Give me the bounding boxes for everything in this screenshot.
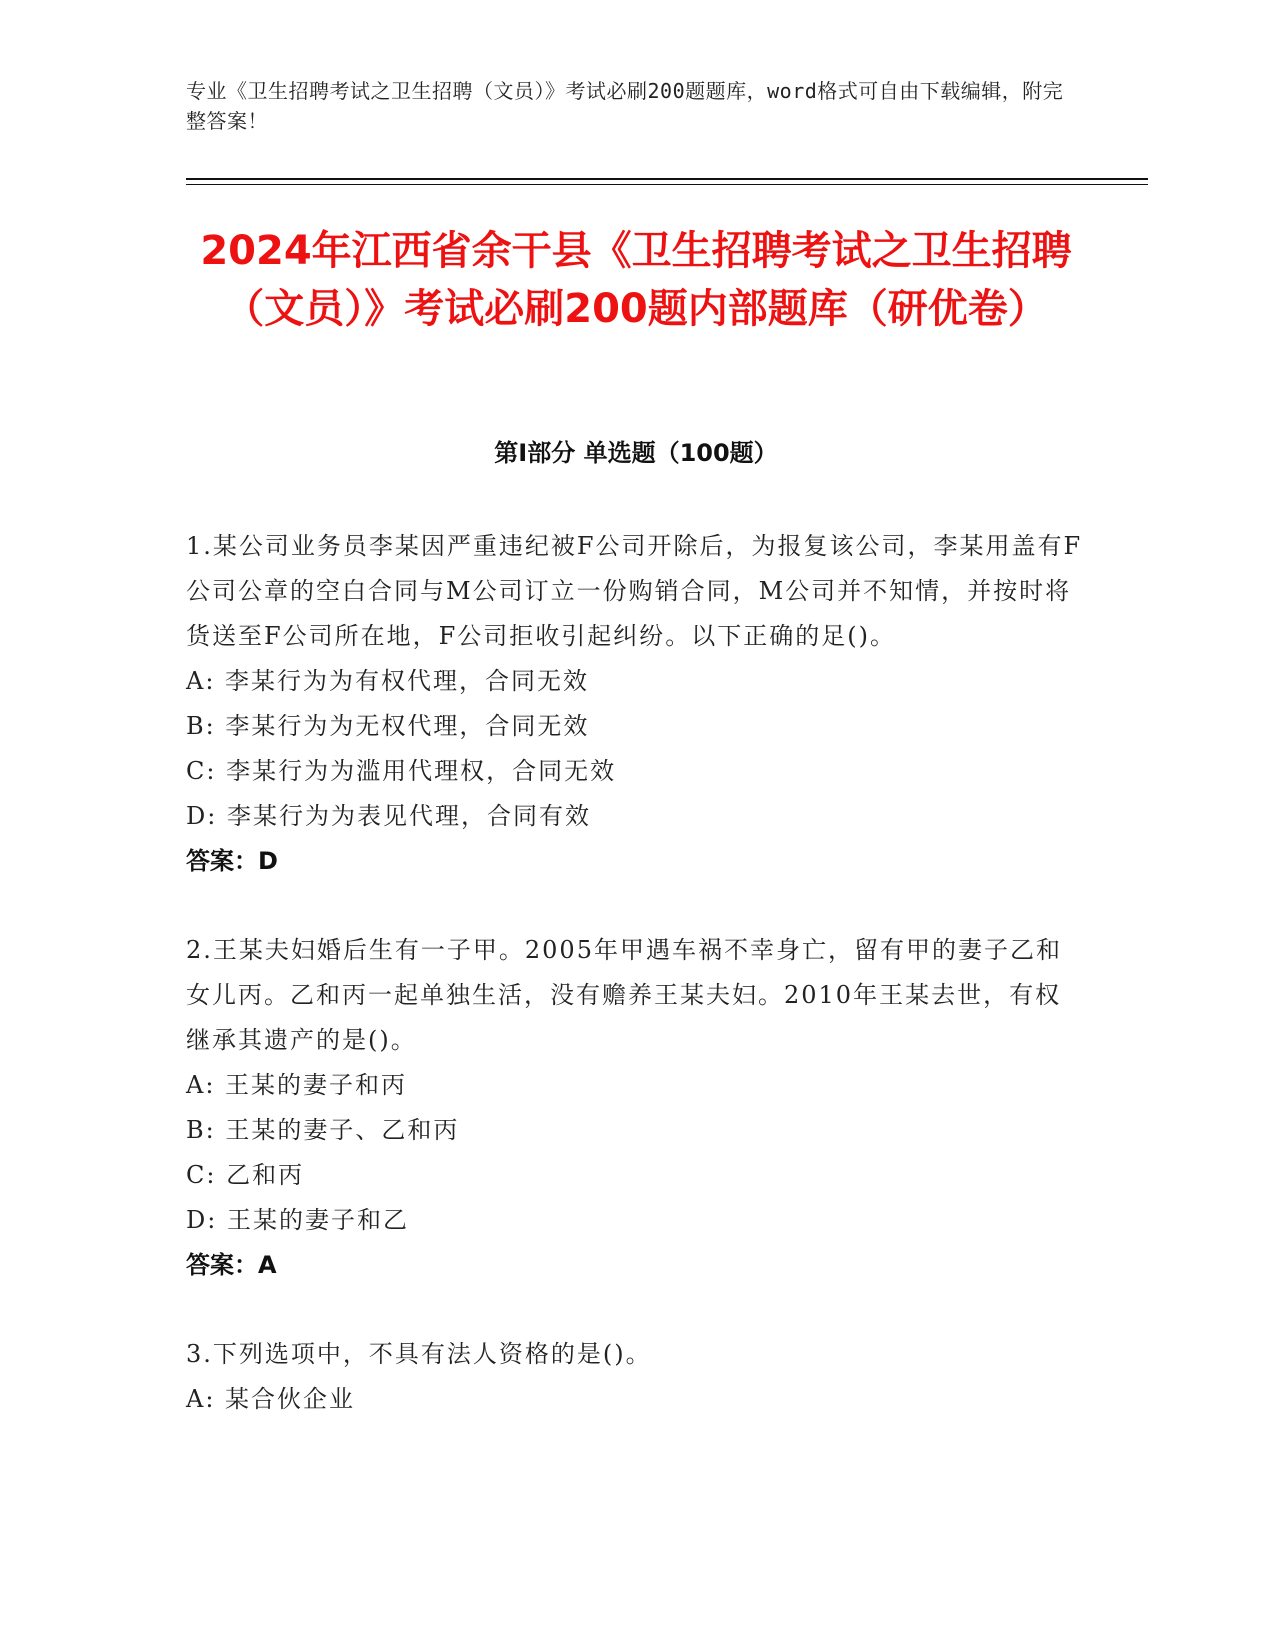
question-answer: 答案：A xyxy=(186,1251,277,1279)
question-option-b: B: 李某行为为无权代理，合同无效 xyxy=(186,712,590,740)
question-stem: 1.某公司业务员李某因严重违纪被F公司开除后，为报复该公司，李某用盖有F公司公章的空白合同与M公司订立一份购销合同，M公司并不知情，并按时将货送至F公司所在地，F公司拒收引起纠纷。以下正确的足()。 xyxy=(186,532,1083,650)
question-2 xyxy=(186,928,1086,1288)
question-option-c: C: 乙和丙 xyxy=(186,1161,305,1189)
question-option-d: D: 王某的妻子和乙 xyxy=(186,1206,409,1234)
question-option-a: A: 王某的妻子和丙 xyxy=(186,1071,408,1099)
section-title: 第Ⅰ部分 单选题（100题） xyxy=(494,439,778,467)
question-3 xyxy=(186,1332,1086,1422)
question-option-d: D: 李某行为为表见代理，合同有效 xyxy=(186,802,591,830)
question-option-c: C: 李某行为为滥用代理权，合同无效 xyxy=(186,757,617,785)
header-divider-thin xyxy=(186,184,1148,185)
header-divider-thick xyxy=(186,178,1148,180)
document-title: 2024年江西省余干县《卫生招聘考试之卫生招聘（文员）》考试必刷200题内部题库（研优卷） xyxy=(200,228,1072,332)
question-option-b: B: 王某的妻子、乙和丙 xyxy=(186,1116,460,1144)
question-option-a: A: 某合伙企业 xyxy=(186,1385,356,1413)
question-option-a: A: 李某行为为有权代理，合同无效 xyxy=(186,667,590,695)
question-list xyxy=(186,524,1086,1466)
question-1 xyxy=(186,524,1086,884)
header-note: 专业《卫生招聘考试之卫生招聘（文员）》考试必刷200题题库，word格式可自由下载编辑，附完整答案！ xyxy=(186,79,1064,133)
question-answer: 答案：D xyxy=(186,847,278,875)
question-stem: 3.下列选项中，不具有法人资格的是()。 xyxy=(186,1340,652,1368)
question-stem: 2.王某夫妇婚后生有一子甲。2005年甲遇车祸不幸身亡，留有甲的妻子乙和女儿丙。乙和丙一起单独生活，没有赡养王某夫妇。2010年王某去世，有权继承其遗产的是()。 xyxy=(186,936,1062,1054)
